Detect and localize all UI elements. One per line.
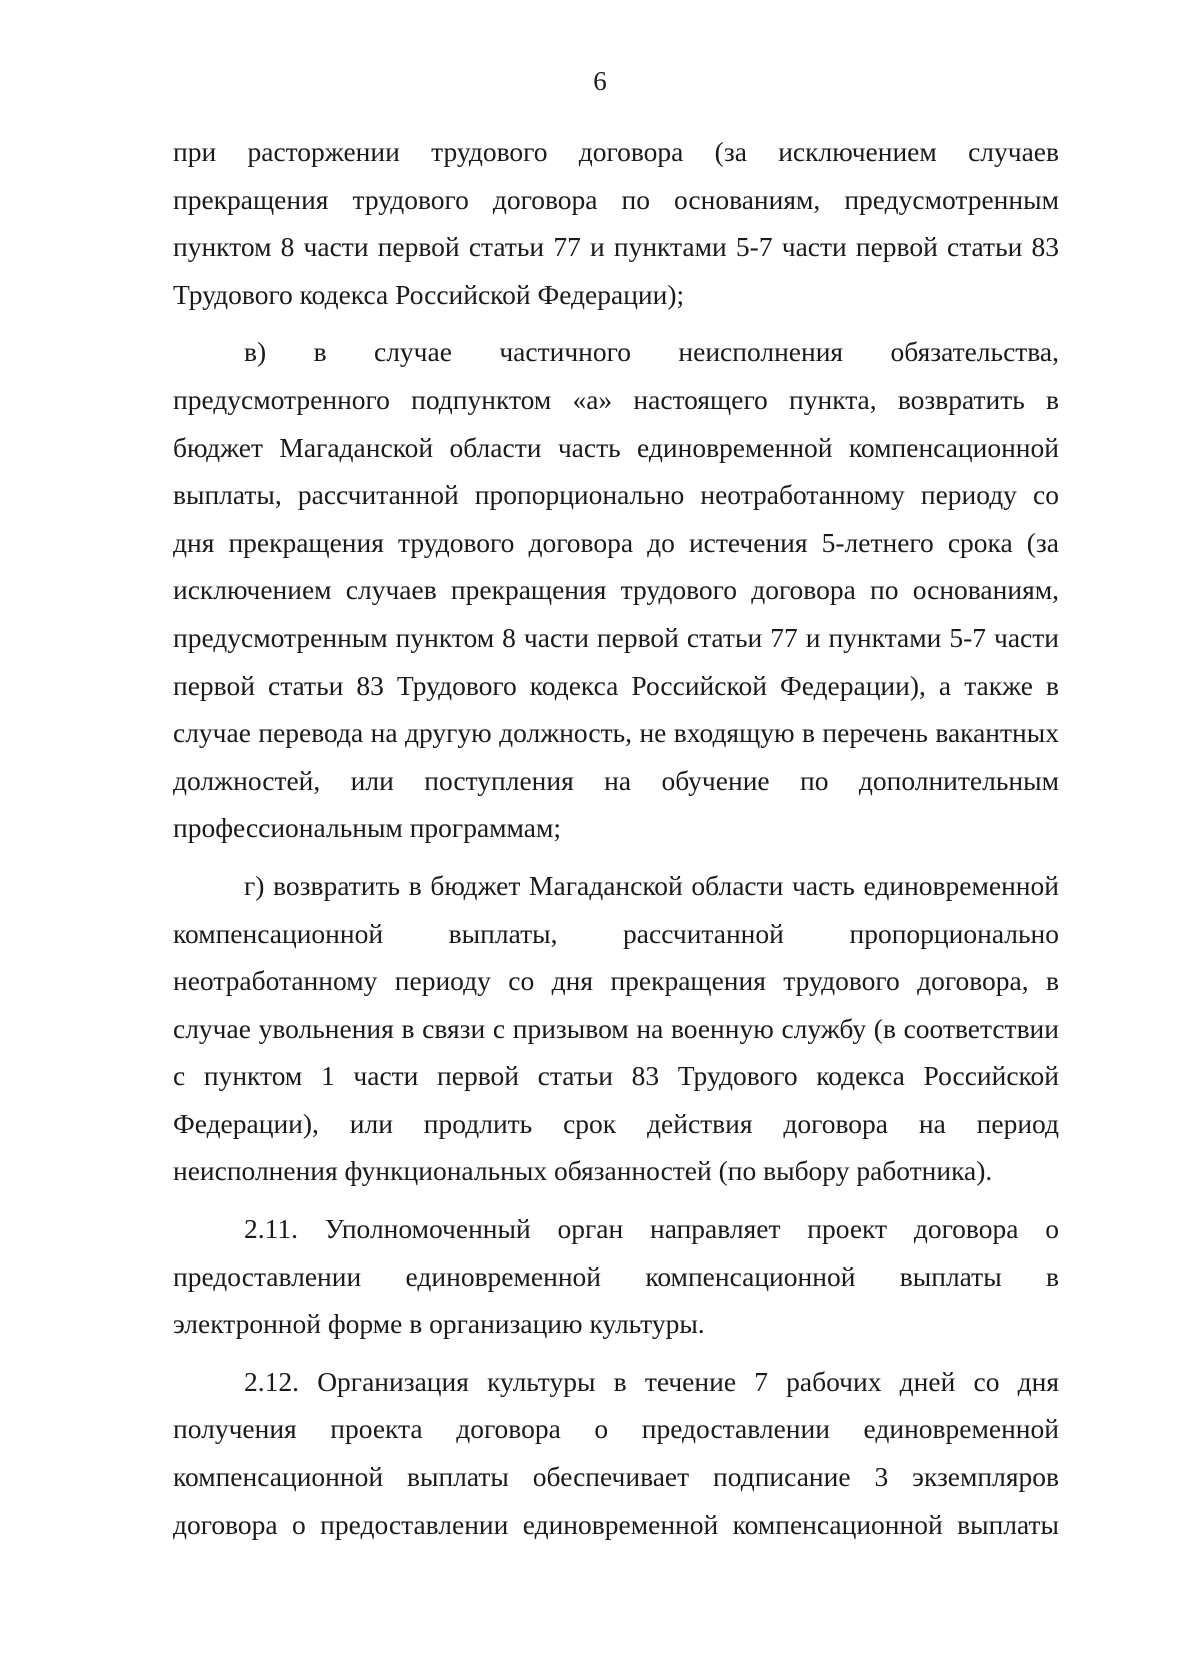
paragraph-item-g: г) возвратить в бюджет Магаданской области часть единовременной компенсационной выплаты, рассчитанной пропорционально неотработанному периоду со дня прекращения трудового договора, в случае увольнения в связи с призывом на военную службу (в соответствии с пунктом 1 части первой статьи 83 Трудового кодекса Российской Федерации), или продлить срок действия договора на период неисполнения функциональных обязанностей (по выбору работника). — [173, 869, 1059, 1187]
paragraph-2-12: 2.12. Организация культуры в течение 7 рабочих дней со дня получения проекта договора о предоставлении единовременной компенсационной выплаты обеспечивает подписание 3 экземпляров договора о предоставлении единовременной компенсационной выплаты — [173, 1365, 1059, 1540]
paragraph-item-v: в) в случае частичного неисполнения обязательства, предусмотренного подпунктом «а» настоящего пункта, возвратить в бюджет Магаданской области часть единовременной компенсационной выплаты, рассчитанной пропорционально неотработанному периоду со дня прекращения трудового договора до истечения 5-летнего срока (за исключением случаев прекращения трудового договора по основаниям, предусмотренным пунктом 8 части первой статьи 77 и пунктами 5-7 части первой статьи 83 Трудового кодекса Российской Федерации), а также в случае перевода на другую должность, не входящую в перечень вакантных должностей, или поступления на обучение по дополнительным профессиональным программам; — [173, 336, 1059, 844]
paragraph-continuation: при расторжении трудового договора (за исключением случаев прекращения трудового договора по основаниям, предусмотренным пунктом 8 части первой статьи 77 и пунктами 5-7 части первой статьи 83 Трудового кодекса Российской Федерации); — [173, 136, 1059, 310]
page-number: 6 — [593, 66, 607, 96]
paragraph-2-11: 2.11. Уполномоченный орган направляет проект договора о предоставлении единовременной компенсационной выплаты в электронной форме в организацию культуры. — [173, 1213, 1059, 1340]
document-body — [173, 128, 1059, 1558]
